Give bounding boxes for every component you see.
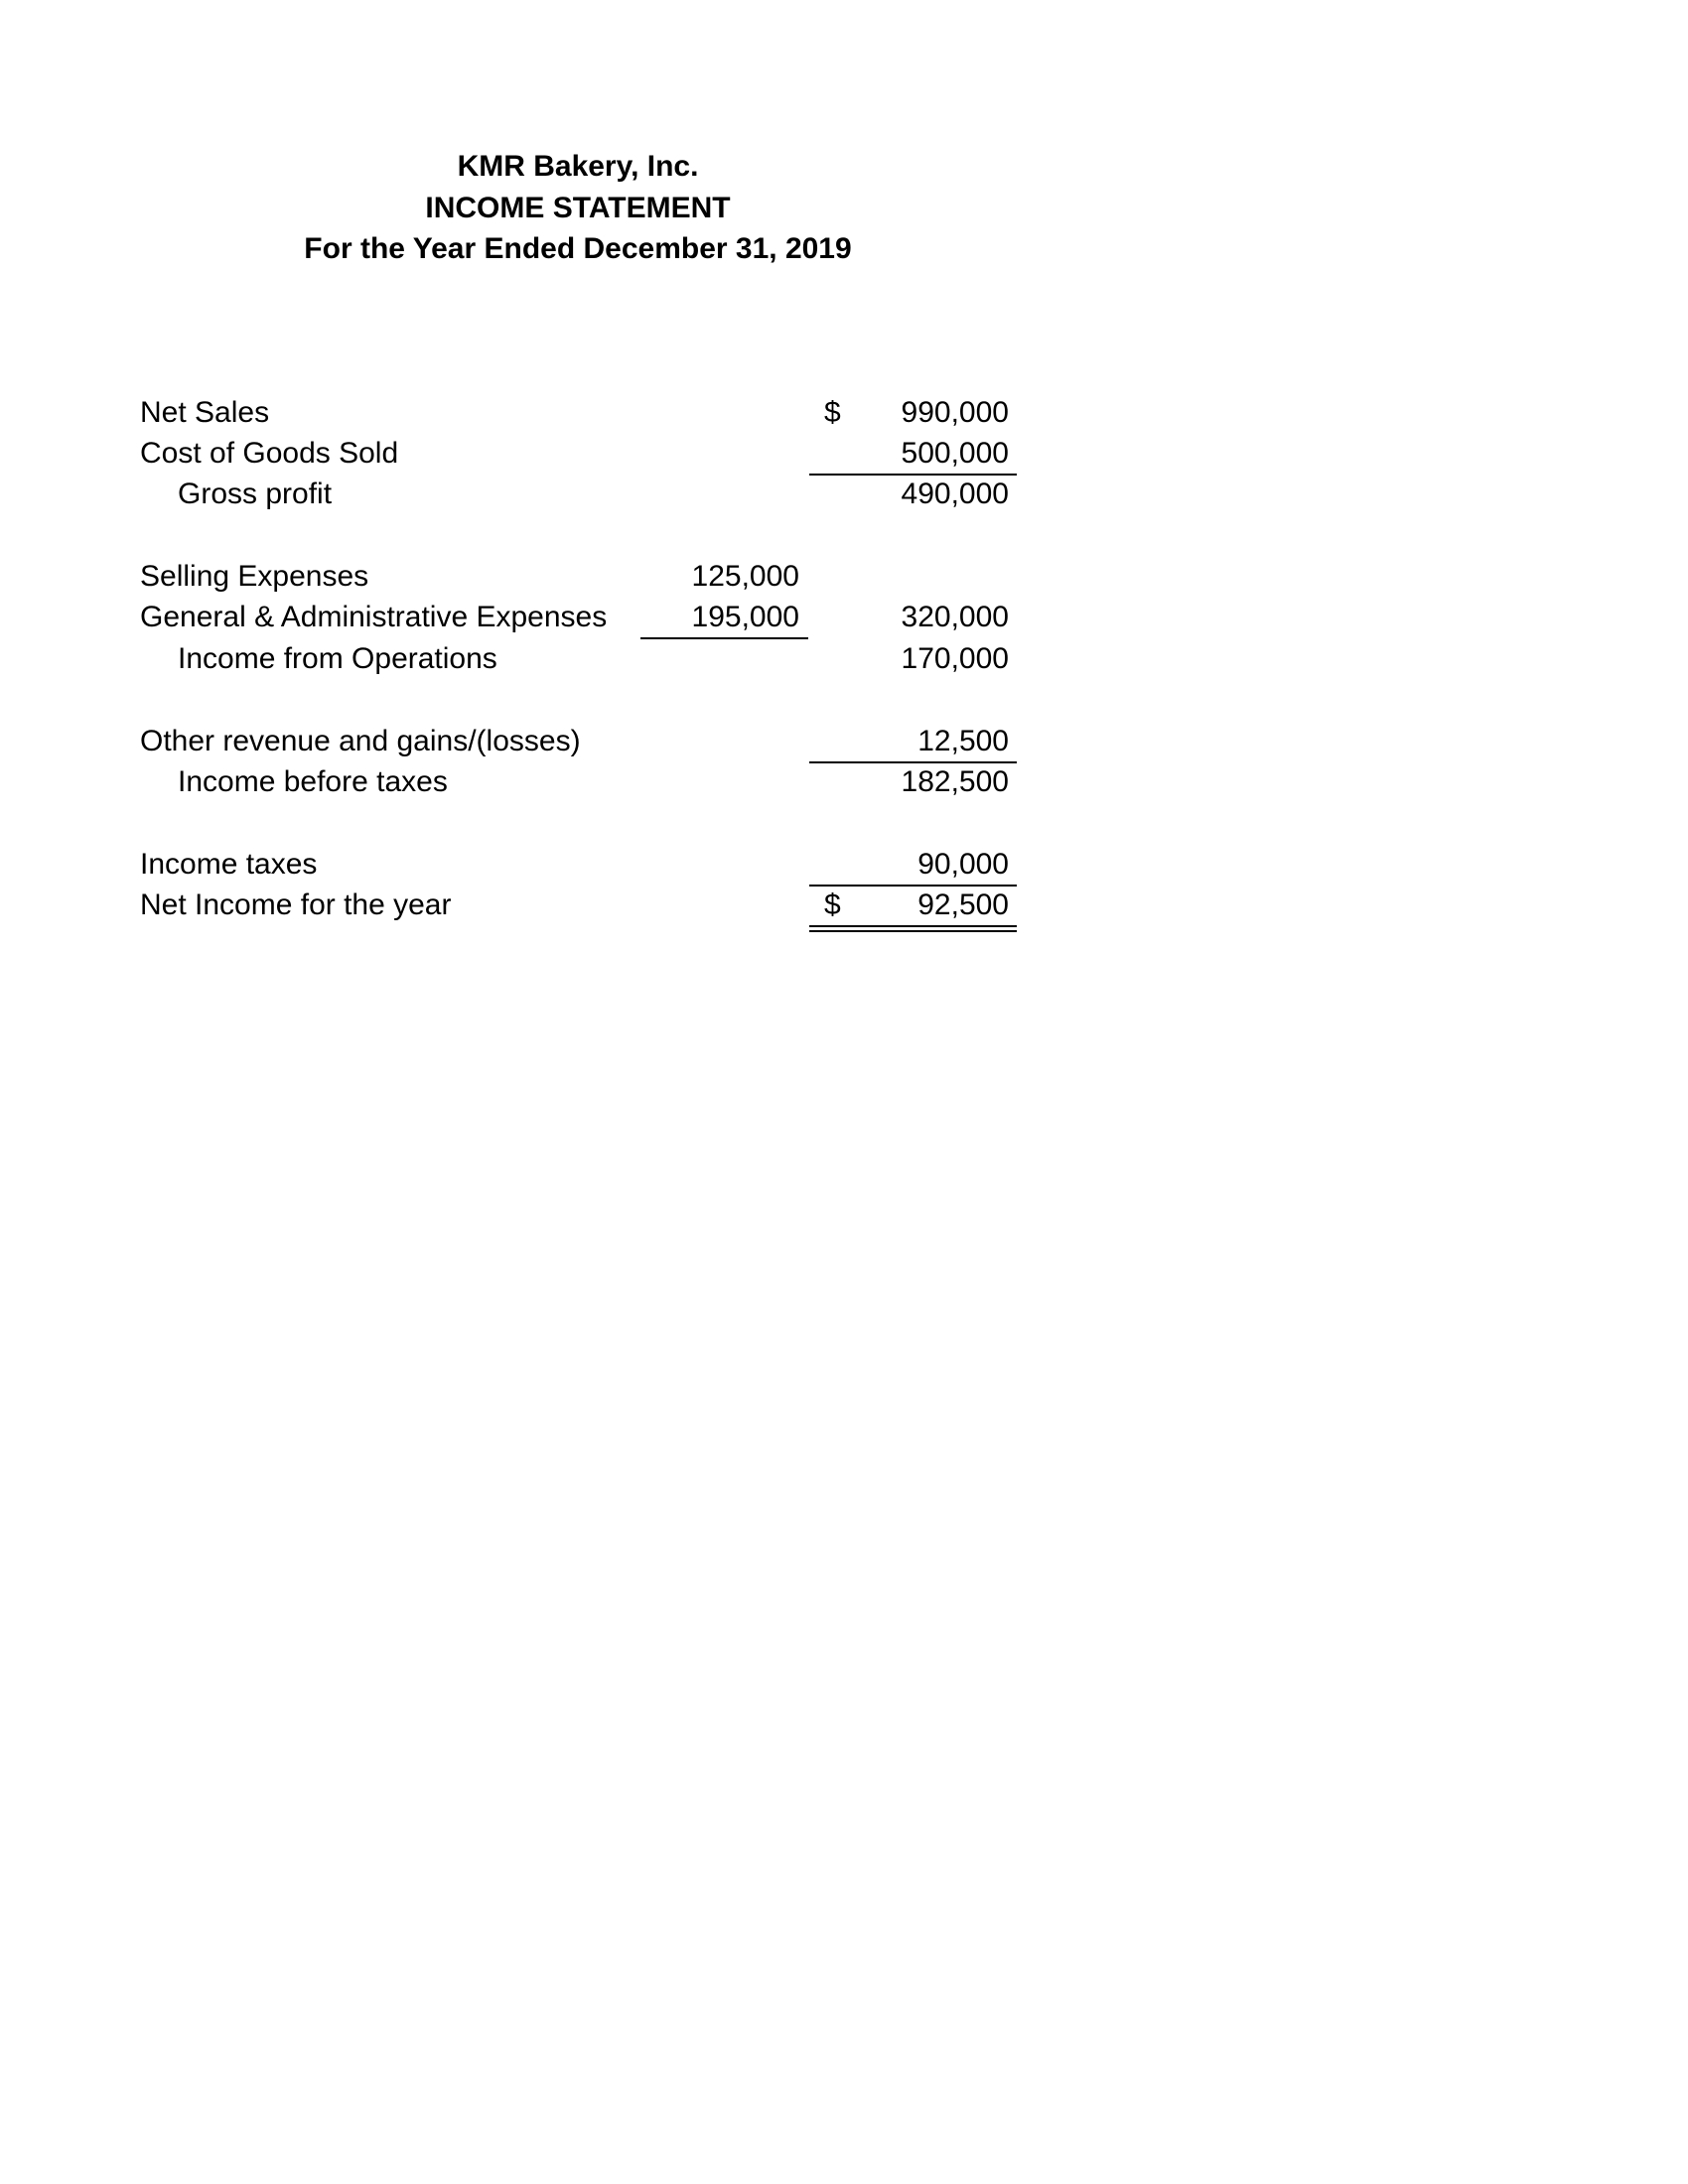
row-gross-profit (0, 474, 1092, 514)
row-label: Other revenue and gains/(losses) (140, 725, 581, 757)
row-label: Income from Operations (178, 642, 497, 675)
row-sub-amount: 195,000 (691, 601, 799, 633)
row-amount: 500,000 (901, 437, 1009, 470)
row-label: Net Income for the year (140, 888, 452, 921)
statement-period: For the Year Ended December 31, 2019 (304, 232, 852, 265)
row-other-revenue (0, 721, 1092, 761)
row-amount: 90,000 (917, 848, 1009, 881)
row-amount: 12,500 (917, 725, 1009, 757)
row-amount: 990,000 (901, 396, 1009, 429)
row-amount: 490,000 (901, 478, 1009, 510)
row-label: Income taxes (140, 848, 318, 881)
currency-symbol: $ (824, 888, 841, 921)
row-label: Net Sales (140, 396, 270, 429)
row-net-sales (0, 392, 1092, 433)
row-label: Selling Expenses (140, 560, 369, 593)
row-income-taxes (0, 844, 1092, 885)
row-sub-amount: 125,000 (691, 560, 799, 593)
company-name: KMR Bakery, Inc. (457, 150, 699, 183)
row-general-admin-expenses (0, 597, 1092, 637)
row-label: Gross profit (178, 478, 333, 510)
currency-symbol: $ (824, 396, 841, 429)
total-double-underline (809, 925, 1017, 932)
row-cost-of-goods-sold (0, 433, 1092, 474)
row-amount: 182,500 (901, 765, 1009, 798)
statement-title: INCOME STATEMENT (425, 192, 731, 224)
row-amount: 170,000 (901, 642, 1009, 675)
row-amount: 92,500 (917, 888, 1009, 921)
row-income-from-operations (0, 638, 1092, 679)
row-net-income (0, 885, 1092, 925)
row-label: General & Administrative Expenses (140, 601, 608, 633)
row-label: Cost of Goods Sold (140, 437, 399, 470)
row-income-before-taxes (0, 761, 1092, 802)
row-label: Income before taxes (178, 765, 448, 798)
row-amount: 320,000 (901, 601, 1009, 633)
row-selling-expenses (0, 556, 1092, 597)
